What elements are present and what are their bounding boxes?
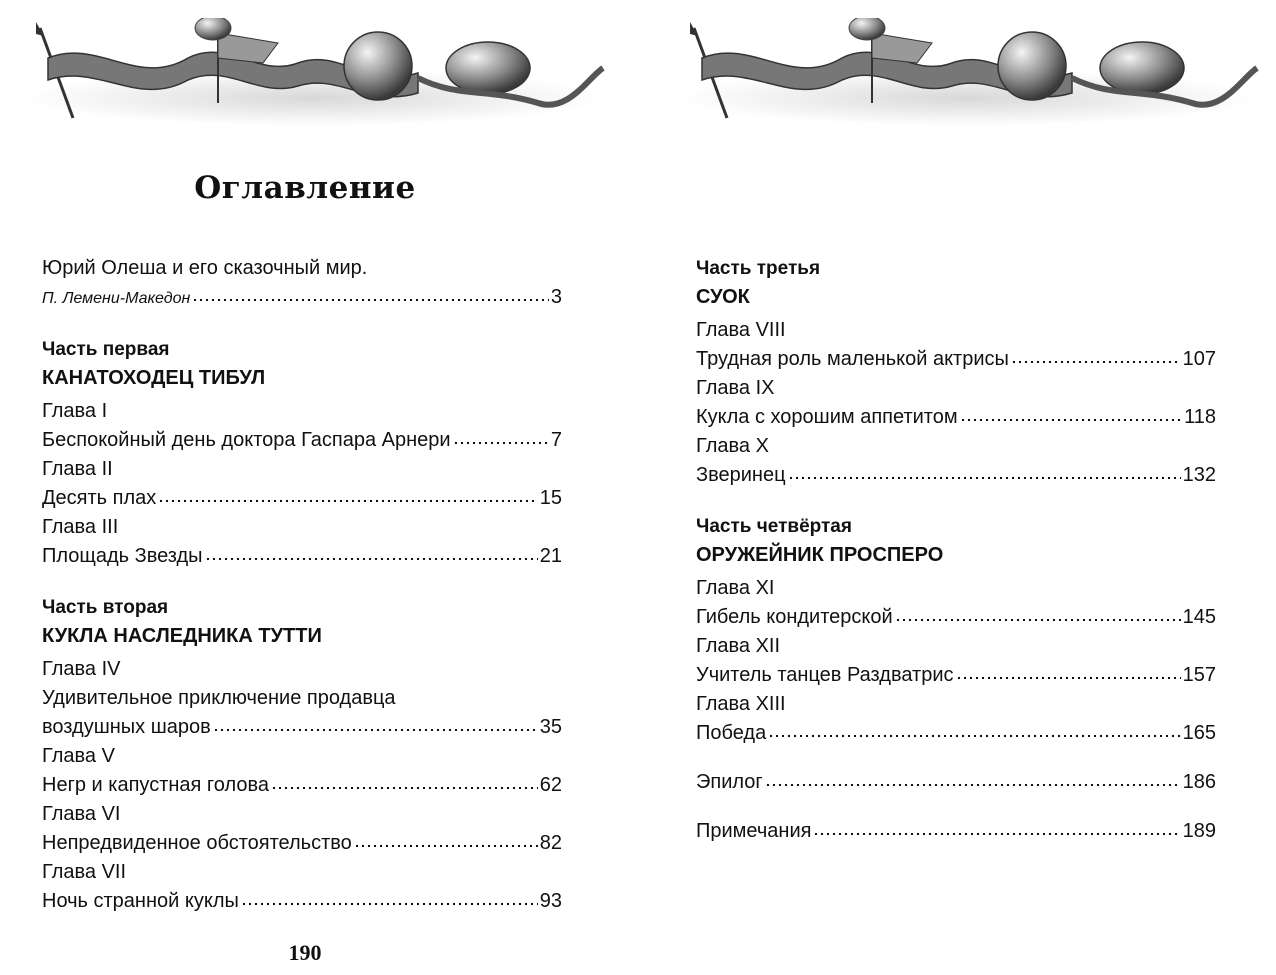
toc-entry[interactable] [696, 403, 1216, 432]
chapter-number: Глава I [42, 400, 108, 422]
chapter-number: Глава II [42, 458, 113, 480]
part-name: КАНАТОХОДЕЦ ТИБУЛ [42, 367, 266, 389]
toc-entry[interactable] [696, 603, 1216, 632]
page-ref: 107 [1182, 348, 1216, 370]
part-name: ОРУЖЕЙНИК ПРОСПЕРО [696, 544, 944, 566]
page-ref: 7 [550, 429, 562, 451]
toc-entry[interactable] [696, 345, 1216, 374]
chapter-title: Трудная роль маленькой актрисы [696, 348, 1009, 370]
chapter-title: Кукла с хорошим аппетитом [696, 406, 958, 428]
toc-entry[interactable] [42, 713, 562, 742]
toc-entry[interactable] [42, 771, 562, 800]
toc-entry[interactable] [42, 484, 562, 513]
intro-author: П. Лемени-Македон [42, 290, 191, 307]
chapter-title: Десять плах [42, 487, 157, 509]
part-name: КУКЛА НАСЛЕДНИКА ТУТТИ [42, 625, 322, 647]
toc-entry[interactable] [696, 719, 1216, 748]
dot-leader [453, 426, 549, 446]
chapter-number: Глава VII [42, 861, 127, 883]
dot-leader [960, 403, 1183, 423]
chapter-number: Глава XII [696, 635, 781, 657]
page-ref: 165 [1182, 722, 1216, 744]
dot-leader [895, 603, 1181, 623]
dot-leader [768, 719, 1180, 739]
dot-leader [765, 768, 1181, 788]
toc-entry[interactable] [696, 661, 1216, 690]
toc-entry[interactable] [42, 887, 562, 916]
page-ref: 35 [539, 716, 562, 738]
balloons-ribbon-illustration-right [672, 18, 1262, 128]
toc-entry[interactable] [42, 829, 562, 858]
balloons-ribbon-illustration-left [18, 18, 608, 128]
chapter-title: Ночь странной куклы [42, 890, 239, 912]
dot-leader [271, 771, 538, 791]
toc-entry-notes[interactable] [696, 817, 1216, 846]
toc-entry-epilogue[interactable] [696, 768, 1216, 797]
chapter-number: Глава III [42, 516, 119, 538]
page-ref: 145 [1182, 606, 1216, 628]
chapter-title: Зверинец [696, 464, 786, 486]
chapter-title: Победа [696, 722, 767, 744]
part-label: Часть четвёртая [696, 516, 852, 537]
chapter-title: Гибель кондитерской [696, 606, 893, 628]
part-name: СУОК [696, 286, 750, 308]
dot-leader [192, 283, 549, 303]
chapter-number: Глава VIII [696, 319, 786, 341]
dot-leader [813, 817, 1180, 837]
page-ref: 82 [539, 832, 562, 854]
intro-title: Юрий Олеша и его сказочный мир. [42, 257, 368, 279]
chapter-title-line1[interactable]: Удивительное приключение продавца [42, 687, 396, 709]
dot-leader [354, 829, 538, 849]
dot-leader [158, 484, 537, 504]
toc-entry[interactable] [696, 461, 1216, 490]
chapter-number: Глава IV [42, 658, 121, 680]
toc-entry[interactable] [42, 542, 562, 571]
dot-leader [213, 713, 538, 733]
chapter-number: Глава X [696, 435, 769, 457]
page-ref: 189 [1182, 820, 1216, 842]
chapter-title: Непредвиденное обстоятельство [42, 832, 352, 854]
dot-leader [788, 461, 1181, 481]
page-ref: 118 [1184, 406, 1216, 428]
chapter-title: воздушных шаров [42, 716, 211, 738]
part-label: Часть третья [696, 258, 821, 279]
page-ref: 157 [1182, 664, 1216, 686]
toc-right-column [696, 254, 1216, 846]
dot-leader [205, 542, 538, 562]
page-ref: 132 [1182, 464, 1216, 486]
toc-entry-intro[interactable] [42, 283, 562, 313]
page-number: 190 [288, 940, 322, 965]
chapter-title: Учитель танцев Раздватрис [696, 664, 954, 686]
epilogue-title: Эпилог [696, 771, 763, 793]
dot-leader [956, 661, 1181, 681]
chapter-title: Беспокойный день доктора Гаспара Арнери [42, 429, 451, 451]
toc-entry[interactable] [42, 426, 562, 455]
chapter-title: Площадь Звезды [42, 545, 203, 567]
chapter-number: Глава VI [42, 803, 121, 825]
page-ref: 186 [1182, 771, 1216, 793]
toc-left-column [42, 254, 562, 916]
chapter-number: Глава XI [696, 577, 775, 599]
chapter-number: Глава V [42, 745, 115, 767]
page-ref: 15 [539, 487, 562, 509]
page-ref: 3 [550, 286, 562, 308]
notes-title: Примечания [696, 820, 812, 842]
page-ref: 62 [539, 774, 562, 796]
part-label: Часть вторая [42, 597, 169, 618]
page-title: Оглавление [194, 170, 416, 206]
chapter-title: Негр и капустная голова [42, 774, 269, 796]
chapter-number: Глава IX [696, 377, 775, 399]
part-label: Часть первая [42, 339, 170, 360]
page-ref: 93 [539, 890, 562, 912]
dot-leader [1011, 345, 1181, 365]
chapter-number: Глава XIII [696, 693, 786, 715]
dot-leader [241, 887, 538, 907]
page-ref: 21 [539, 545, 562, 567]
